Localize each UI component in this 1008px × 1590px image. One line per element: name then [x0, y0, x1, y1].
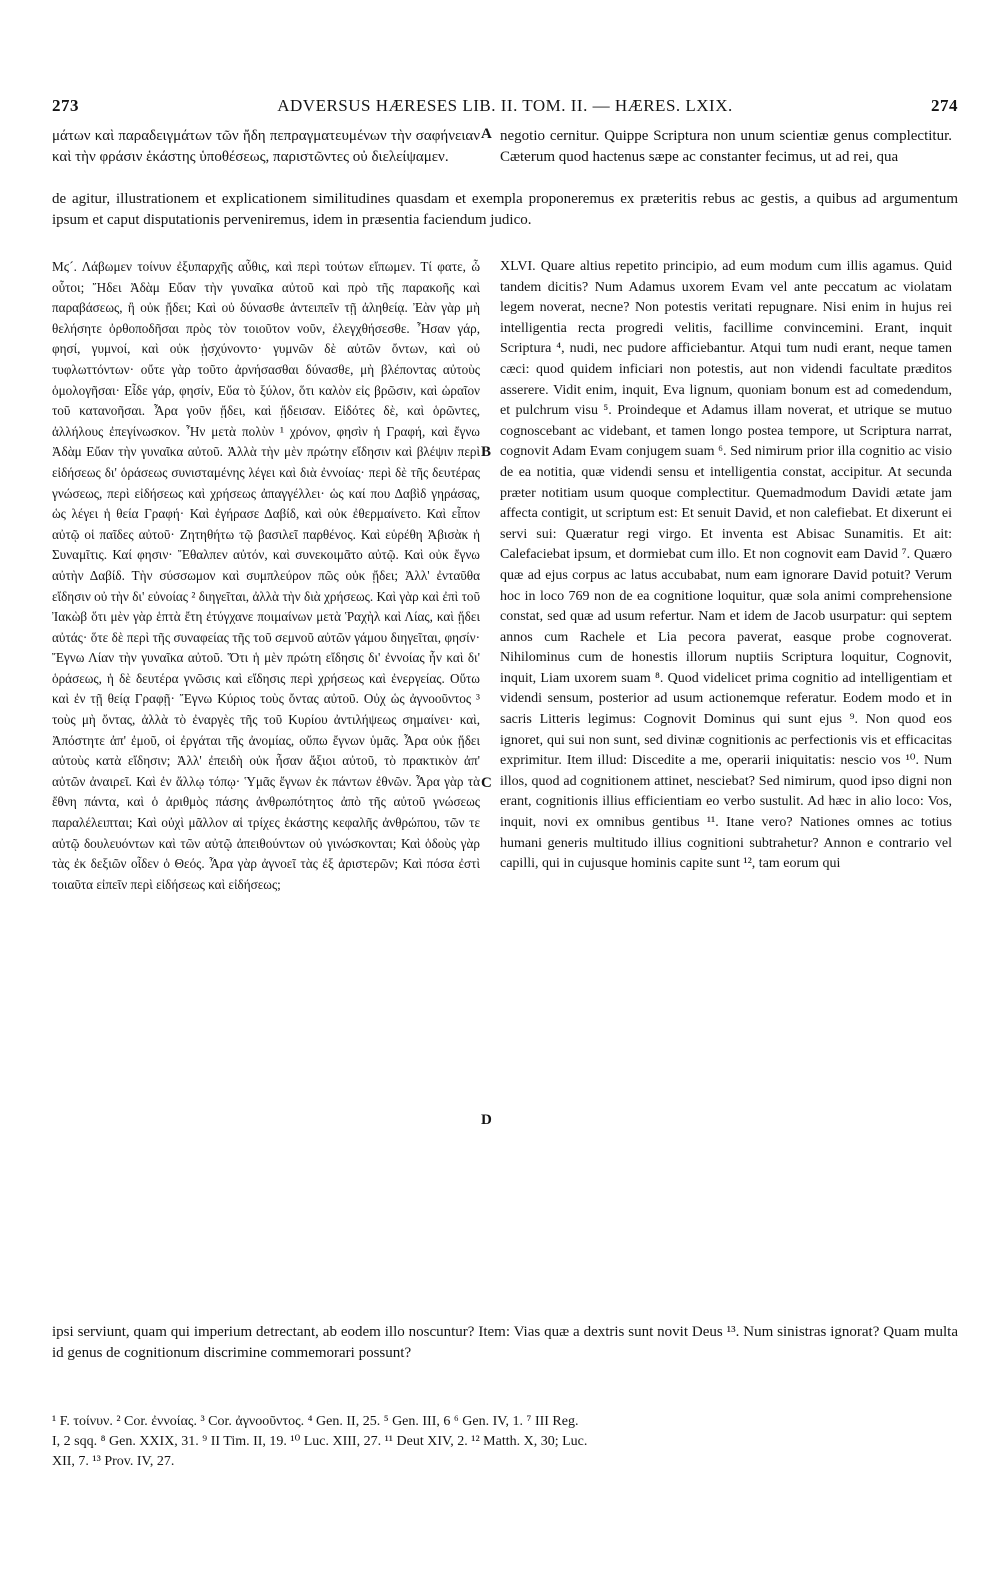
margin-marker-a: A [481, 126, 492, 142]
latin-column-top [500, 126, 952, 167]
closing-paragraph: ipsi serviunt, quam qui imperium detrectant, ab eodem illo noscuntur? Item: Vias quæ a dextris sunt novit Deus ¹³. Num sinistras ignorat? Quam multa id genus de cognitionum discrimine commemorari possunt? [52, 1324, 958, 1361]
page-number-left: 273 [52, 96, 79, 115]
closing-full-width [52, 1322, 958, 1363]
margin-marker-c: C [481, 775, 492, 791]
greek-paragraph-main: Μϛ´. Λάβωμεν τοίνυν ἐξυπαρχῆς αὖθις, καὶ περὶ τούτων εἴπωμεν. Τί φατε, ὦ οὗτοι; Ἤδει Ἀδὰμ Εὔαν τὴν γυναῖκα αὐτοῦ καὶ πρὸ τῆς παρακοῆς καὶ παραβάσεως, ἢ οὐκ ᾔδει; Καὶ οὐ δύνασθε ἀντειπεῖν τῇ ἀληθείᾳ. Ἐὰν γὰρ μὴ θελήσητε ὀρθοποδῆσαι πρὸς τὸν τοιοῦτον νοῦν, ἐλεγχθήσεσθε. Ἦσαν γάρ, φησί, γυμνοί, καὶ οὐκ ᾐσχύνοντο· γυμνῶν δὲ αὐτῶν ὄντων, καὶ οὐ τυφλωττόντων· οὔτε γὰρ τοῦτο ἀρνήσασθαι δύνασθε, μὴ βλέποντας αὐτοὺς ὁμολογῆσαι· Εἶδε γάρ, φησίν, Εὔα τὸ ξύλον, ὅτι καλὸν εἰς βρῶσιν, καὶ ὡραῖον τοῦ κατανοῆσαι. Ἆρα γοῦν ᾔδει, καὶ ᾔδεισαν. Εἰδότες δὲ, καὶ ὁρῶντες, ἀλλήλους ἐπεγίνωσκον. Ἦν μετὰ πολὺν ¹ χρόνον, φησὶν ἡ Γραφή, καὶ ἔγνω Ἀδὰμ Εὔαν τὴν γυναῖκα αὐτοῦ. Ἀλλὰ τὴν μὲν πρώτην εἴδησιν καὶ βλέψιν περὶ εἰδήσεως δι' ὁράσεως συνισταμένης λέγει καὶ διὰ ἐννοίας· περὶ δὲ τῆς δευτέρας γνώσεως, περὶ εἰδήσεως καὶ χρήσεως ἀπαγγέλλει· ὡς καί που Δαβὶδ γηράσας, ὡς λέγει ἡ θεία Γραφή· Καὶ ἐγήρασε Δαβίδ, καὶ οὐκ ἐθερμαίνετο. Καὶ εἶπον αὐτῷ οἱ παῖδες αὐτοῦ· Ζητηθήτω τῷ βασιλεῖ παρθένος. Καὶ εὑρέθη Ἀβισὰκ ἡ Συναμῖτις. Καί φησιν· Ἔθαλπεν αὐτόν, καὶ συνεκοιμᾶτο αὐτῷ. Καὶ οὐκ ἔγνω αὐτὴν Δαβίδ. Τὴν σύσσωμον καὶ συμπλεύρον πῶς οὐκ ᾔδει; Ἀλλ' ἐνταῦθα εἴδησιν οὐ τὴν δι' εὐνοίας ² διηγεῖται, ἀλλὰ τὴν διὰ χρήσεως. Καὶ γὰρ καὶ ἐπὶ τοῦ Ἰακὼβ ὅτι μὲν γὰρ ἑπτὰ ἔτη ἐτύγχανε ποιμαίνων μετὰ Ῥαχὴλ καὶ Λίας, καὶ ᾔδει αὐτάς· ὅτε δὲ περὶ τῆς συναφείας τῆς τοῦ σεμνοῦ αὐτῶν γάμου διηγεῖται, φησίν· Ἔγνω Λίαν τὴν γυναῖκα αὐτοῦ. Ὅτι ἡ μὲν πρώτη εἴδησις δι' ἐννοίας ἦν καὶ δι' ὁράσεως, ἡ δὲ δευτέρα γνῶσις καὶ εἴδησις περὶ χρήσεως καὶ ἐνεργείας. Οὕτω καὶ ἐν τῇ θείᾳ Γραφῇ· Ἔγνω Κύριος τοὺς ὄντας αὐτοῦ. Οὐχ ὡς ἀγνοοῦντος ³ τοὺς μὴ ὄντας, ἀλλὰ τὸ ἐναργὲς τῆς τοῦ Κυρίου ἀντιλήψεως σημαίνει· καὶ, Ἀπόστητε ἀπ' ἐμοῦ, οἱ ἐργάται τῆς ἀνομίας, οὔπω ἔγνων ὑμᾶς. Ἆρα οὐκ ᾔδει αὐτοὺς κατὰ εἴδησιν; Ἀλλ' ἐπειδὴ οὐκ ἦσαν ἄξιοι αὐτοῦ, τὸ πρακτικὸν ἀπ' αὐτῶν ἀναιρεῖ. Καὶ ἐν ἄλλῳ τόπῳ· Ὑμᾶς ἔγνων ἐκ πάντων ἐθνῶν. Ἆρα γὰρ τὰ ἔθνη πάντα, καὶ ὁ ἀριθμὸς πάσης ἀνθρωπότητος ἀπὸ τῆς αὐτοῦ γνώσεως παραλέλειπται; Καὶ οὐχὶ μᾶλλον αἱ τρίχες ἑκάστης κεφαλῆς ἀνθρώπου, τῶν τε αὐτῷ δουλευόντων καὶ τῶν αὐτῷ ἀπειθούντων οὐ γινώσκονται; Καὶ ὁδοὺς γὰρ τὰς ἐκ δεξιῶν οἶδεν ὁ Θεός. Ἆρα γὰρ ἀγνοεῖ τὰς ἐξ ἀριστερῶν; Καὶ πόσα ἐστὶ τοιαῦτα εἰπεῖν περὶ εἰδήσεως καὶ εἰδήσεως; [52, 259, 480, 892]
intro-paragraph: de agitur, illustrationem et explicationem similitudines quasdam et exempla proponeremus ex præteritis rebus ac gestis, a quibus ad argumentum ipsum et caput disputationis perveniremus, idem in præsentia faciendum judico. [52, 191, 958, 228]
footnote-line: XII, 7. ¹³ Prov. IV, 27. [52, 1454, 175, 1469]
footnote-line: ¹ F. τοίνυν. ² Cor. ἐννοίας. ³ Cor. ἀγνοοῦντος. ⁴ Gen. II, 25. ⁵ Gen. III, 6 ⁶ Gen. IV, 1. ⁷ III Reg. [52, 1414, 579, 1429]
running-title: ADVERSUS HÆRESES LIB. II. TOM. II. — HÆRES. LXIX. [277, 96, 733, 115]
running-header [52, 96, 958, 124]
greek-column-main [52, 257, 480, 1337]
footnote-line: I, 2 sqq. ⁸ Gen. XXIX, 31. ⁹ II Tim. II, 19. ¹⁰ Luc. XIII, 27. ¹¹ Deut XIV, 2. ¹² Matth. X, 30; Luc. [52, 1434, 588, 1449]
margin-marker-b: B [481, 444, 492, 460]
greek-column-top [52, 126, 480, 167]
margin-marker-d: D [481, 1112, 492, 1128]
latin-paragraph-main: XLVI. Quare altius repetito principio, ad eum modum cum illis agamus. Quid tandem dicitis? Num Adamus uxorem Evam vel ante peccatum ac violatam legem noverat, necne? Non potestis veritati repugnare. Nisi enim in hujus rei intelligentia recta progredi velitis, facillime convincemini. Erant, inquit Scriptura ⁴, nudi, nec pudore afficiebantur. Atqui tum nudi erant, neque tamen cæci: quod quidem inficiari non potestis, aut non videndi facultate præditos asserere. Vidit enim, inquit, Eva lignum, quoniam bonum est ad comedendum, et pulchrum visu ⁵. Proindeque et Adamus illam noverat, et utrique se mutuo cognoscebant ac videbant, et tamen longo postea tempore, ut Scriptura narrat, cognovit Adam Evam conjugem suam ⁶. Sed nimirum prior illa cognitio ac visio de ea notitia, quæ videndi sensu et intelligentia constat, accipitur. At secunda præter notitiam usum quoque complectitur. Quemadmodum Davidi ætate jam affecta contigit, ut scriptum est: Et senuit David, et non calefiebat. Et dixerunt ei servi sui: Quæratur regi virgo. Et inventa est Abisac Sunamitis. Et ait: Calefaciebat ipsum, et dormiebat cum illo. Et non cognovit eam David ⁷. Quæro quæ ad ejus corpus ac latus accubabat, num eam ignorare David potuit? Verum hoc in loco 769 non de ea cognitione loquitur, quæ sola animi comprehensione constat, sed quæ ad usum refertur. Nam et idem de Jacob usurpatur: qui septem annos cum Rachele et Lia pecora paverat, easque probe cognoverat. Nihilominus cum de honestis illorum nuptiis Scriptura loquitur, Cognovit, inquit, Liam uxorem suam ⁸. Quod videlicet prima cognitio ad intelligentiam et videndi sensum, posterior ad usum actionemque referatur. Eodem modo et in sacris Litteris legimus: Cognovit Dominus qui sunt ejus ⁹. Non quod eos ignoret, qui sui non sunt, sed divinæ cognitionis ac perfectionis vis et efficacitas exprimitur. Item illud: Discedite a me, operarii iniquitatis: nescio vos ¹⁰. Num illos, quod ad cognitionem attinet, nesciebat? Sed nimirum, quod ipso digni non erant, cognitionis illius efficientiam eo verbo sustulit. Ad hæc in alio loco: Vos, inquit, novi ex omnibus gentibus ¹¹. Itane vero? Nationes omnes ac totius humani generis multitudo illius cognitioni subtrahetur? Annon e contrario vel capilli, qui in cujusque hominis capite sunt ¹², tam eorum qui [500, 259, 952, 872]
greek-paragraph-top: μάτων καὶ παραδειγμάτων τῶν ἤδη πεπραγματευμένων τὴν σαφήνειαν καὶ τὴν φράσιν ἑκάστης ὑποθέσεως, παριστῶντες οὐ διελείψαμεν. [52, 128, 480, 165]
footnotes [52, 1412, 958, 1472]
intro-full-width [52, 189, 958, 230]
latin-column-main [500, 257, 952, 1337]
latin-paragraph-top: negotio cernitur. Quippe Scriptura non unum scientiæ genus complectitur. Cæterum quod hactenus sæpe ac constanter fecimus, ut ad rei, qua [500, 128, 952, 165]
page-number-right: 274 [931, 96, 958, 115]
